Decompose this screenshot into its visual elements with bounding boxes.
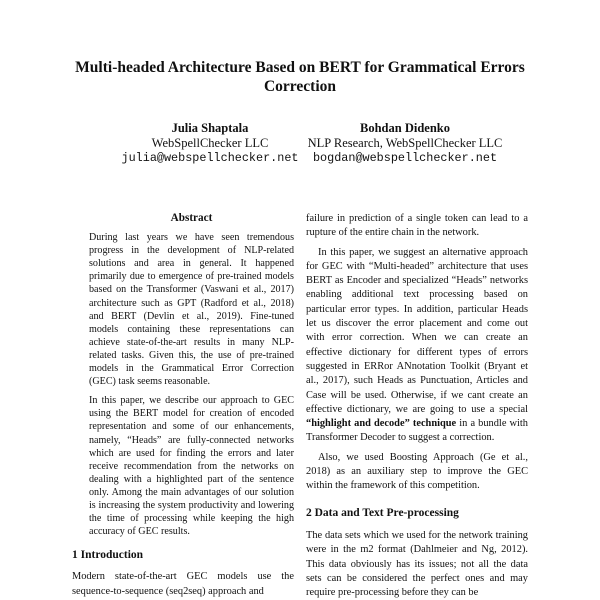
body-paragraph-boosting: Also, we used Boosting Approach (Ge et al., 2018) as an auxiliary step to improve the GEC within the framework of this competition. [306, 451, 528, 492]
author-affiliation: NLP Research, WebSpellChecker LLC [307, 136, 503, 150]
body-paragraph-data: The data sets which we used for the network training were in the m2 format (Dahlmeier and Ng, 2012). This data obviously has its issues; not all the data sets can be considered the perfect ones and may require pre-processing before they can be [306, 529, 528, 599]
author-block-2 [290, 121, 520, 166]
paper-title: Multi-headed Architecture Based on BERT for Grammatical Errors Correction [75, 59, 525, 95]
author-name: Bohdan Didenko [360, 121, 450, 135]
author-affiliation: WebSpellChecker LLC [151, 136, 269, 150]
section-2-heading: 2 Data and Text Pre-processing [306, 506, 459, 519]
abstract-paragraph-2: In this paper, we describe our approach to GEC using the BERT model for creation of encoded representation and some of our enhancements, namely, “Heads” are fully-connected networks which are used for finding the errors and later receive recommendation from the networks on dealing with a highlighted part of the sentence only. Among the main advantages of our solution is increasing the system productivity and lowering the time of processing while keeping the high accuracy of GEC results. [89, 395, 294, 538]
author-email: bogdan@webspellchecker.net [312, 151, 498, 165]
approach-text-end: in a bundle with Transformer Decoder to suggest a correction. [306, 418, 529, 444]
approach-text: In this paper, we suggest an alternative approach for GEC with “Multi-headed” architecture that uses BERT as Encoder and specialized “Heads” networks enabling additional text processing based on particular error types. In addition, particular Heads let us discover the error placement and come out with error correction. When we can create an effective dictionary for different types of errors suggested in ERRor ANnotation Toolkit (Bryant et al., 2017), such Heads as Punctuation, Articles and Case will be used. Otherwise, if we cant create an effective dictionary, we are going to use a special [306, 246, 528, 415]
highlight-decode-term: “highlight and decode” technique [306, 418, 457, 430]
body-paragraph-continued: failure in prediction of a single token can lead to a rupture of the entire chain in the network. [306, 213, 528, 239]
abstract-heading: Abstract [170, 212, 213, 224]
left-column [72, 212, 294, 599]
author-email: julia@webspellchecker.net [121, 151, 299, 165]
body-paragraph-approach [306, 246, 528, 446]
author-block-1 [100, 121, 320, 166]
introduction-paragraph: Modern state-of-the-art GEC models use the sequence-to-sequence (seq2seq) approach and [72, 571, 294, 597]
introduction-heading: 1 Introduction [72, 549, 144, 562]
author-name: Julia Shaptala [171, 121, 249, 135]
right-column [306, 212, 528, 600]
abstract-paragraph-1: During last years we have seen tremendous progress in the development of NLP-related solutions and area in general. It happened primarily due to emergence of pre-trained models based on the Transformer (Vaswani et al., 2017) architecture such as GPT (Radford et al., 2018) and BERT (Devlin et al., 2019). Fine-tuned models containing these representations can achieve state-of-the-art results in many NLP-related tasks. Given this, the use of pre-trained models in the Grammatical Error Correction (GEC) task seems reasonable. [89, 232, 294, 388]
